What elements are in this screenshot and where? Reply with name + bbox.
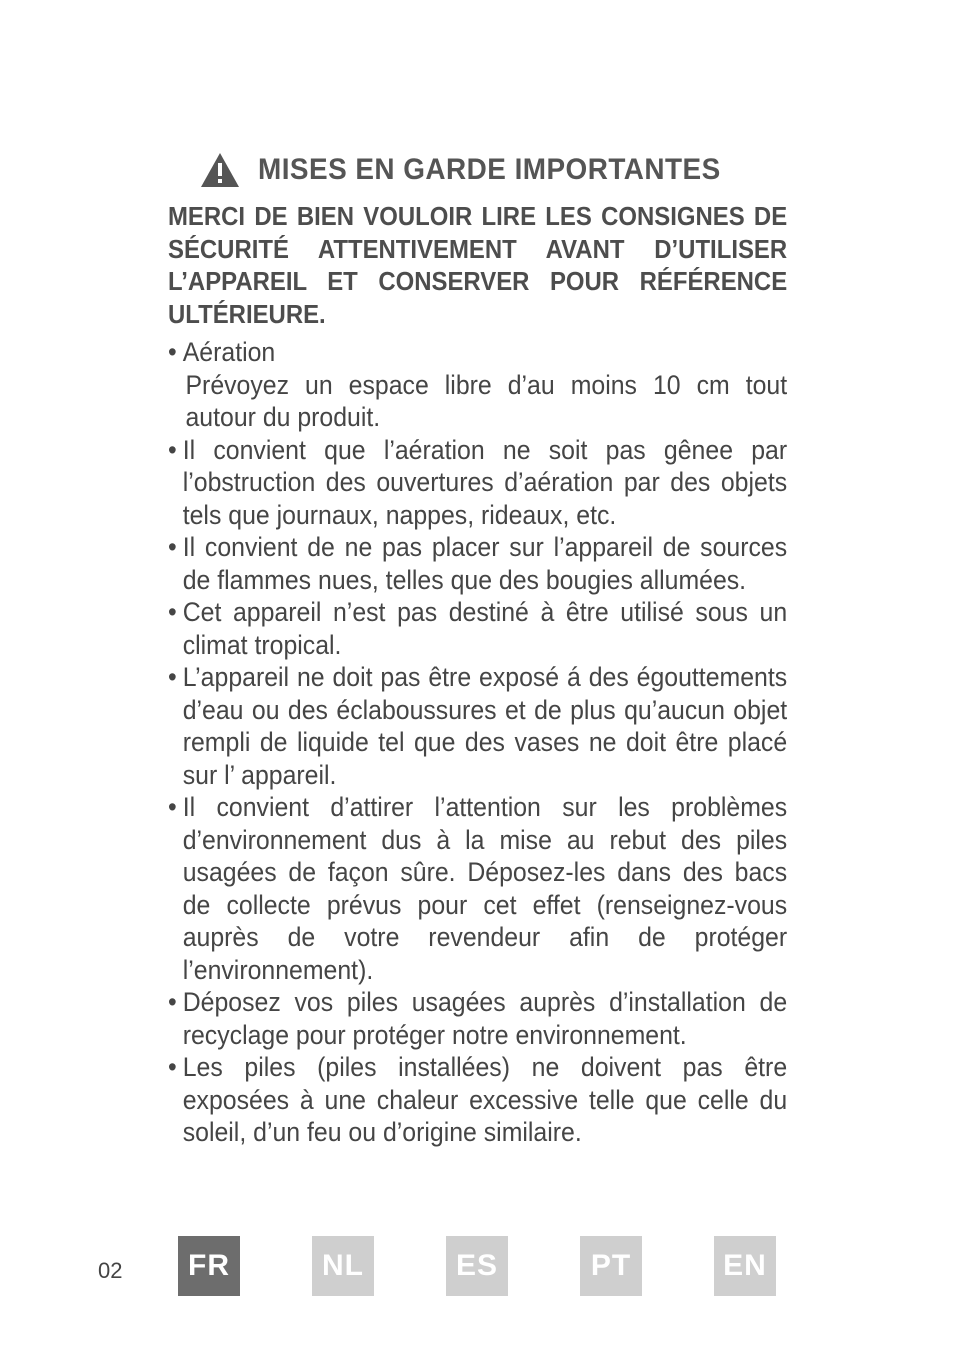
list-item-text: Déposez vos piles usagées auprès d’installation de recyclage pour protéger notre environnement. <box>182 987 788 1050</box>
page-title: MISES EN GARDE IMPORTANTES <box>258 153 721 186</box>
list-item-text: Les piles (piles installées) ne doivent pas être exposées à une chaleur excessive telle que celle du soleil, d’un feu ou d’origine similaire. <box>182 1052 788 1147</box>
warning-triangle-icon <box>200 152 240 188</box>
tab-language-pt[interactable]: PT <box>580 1236 642 1296</box>
list-item <box>168 661 787 791</box>
tab-language-en[interactable]: EN <box>714 1236 776 1296</box>
page-footer <box>0 1236 957 1298</box>
list-item <box>168 596 787 661</box>
safety-list <box>168 336 787 1149</box>
intro-notice: MERCI DE BIEN VOULOIR LIRE LES CONSIGNES DE SÉCURITÉ ATTENTIVEMENT AVANT D’UTILISER L’APPAREIL ET CONSERVER POUR RÉFÉRENCE ULTÉRIEURE. <box>168 201 788 329</box>
list-item-subtext: Prévoyez un espace libre d’au moins 10 cm tout autour du produit. <box>185 369 788 432</box>
bullet-icon: • <box>168 434 177 465</box>
bullet-icon: • <box>168 662 177 692</box>
bullet-icon: • <box>168 597 177 627</box>
list-item <box>168 986 787 1051</box>
tab-language-es[interactable]: ES <box>446 1236 508 1296</box>
tab-language-fr[interactable]: FR <box>178 1236 240 1296</box>
tab-language-nl[interactable]: NL <box>312 1236 374 1296</box>
bullet-icon: • <box>168 792 177 822</box>
list-item-text: Il convient que l’aération ne soit pas gênee par l’obstruction des ouvertures d’aération par des objets tels que journaux, nappes, rideaux, etc. <box>182 434 788 530</box>
list-item <box>168 791 787 986</box>
list-item-text: Cet appareil n’est pas destiné à être utilisé sous un climat tropical. <box>182 597 788 660</box>
list-item-text: L’appareil ne doit pas être exposé á des égouttements d’eau ou des éclaboussures et de plus qu’aucun objet rempli de liquide tel que des vases ne doit être placé sur l’ appareil. <box>182 662 788 790</box>
list-item <box>168 1051 787 1149</box>
page-number: 02 <box>98 1258 123 1283</box>
bullet-icon: • <box>168 532 177 562</box>
list-item-text: Il convient d’attirer l’attention sur les problèmes d’environnement dus à la mise au rebut des piles usagées de façon sûre. Déposez-les dans des bacs de collecte prévus pour cet effet (renseignez-vous auprès de votre revendeur afin de protéger l’environnement). <box>182 792 788 985</box>
list-item-text: Il convient de ne pas placer sur l’appareil de sources de flammes nues, telles que des bougies allumées. <box>182 532 788 595</box>
list-item-text: Aération <box>182 337 276 367</box>
bullet-icon: • <box>168 1052 177 1082</box>
list-item <box>168 434 787 532</box>
bullet-icon: • <box>168 337 177 367</box>
page-header <box>200 150 800 190</box>
bullet-icon: • <box>168 987 177 1017</box>
list-item <box>168 336 787 434</box>
list-item <box>168 531 787 596</box>
